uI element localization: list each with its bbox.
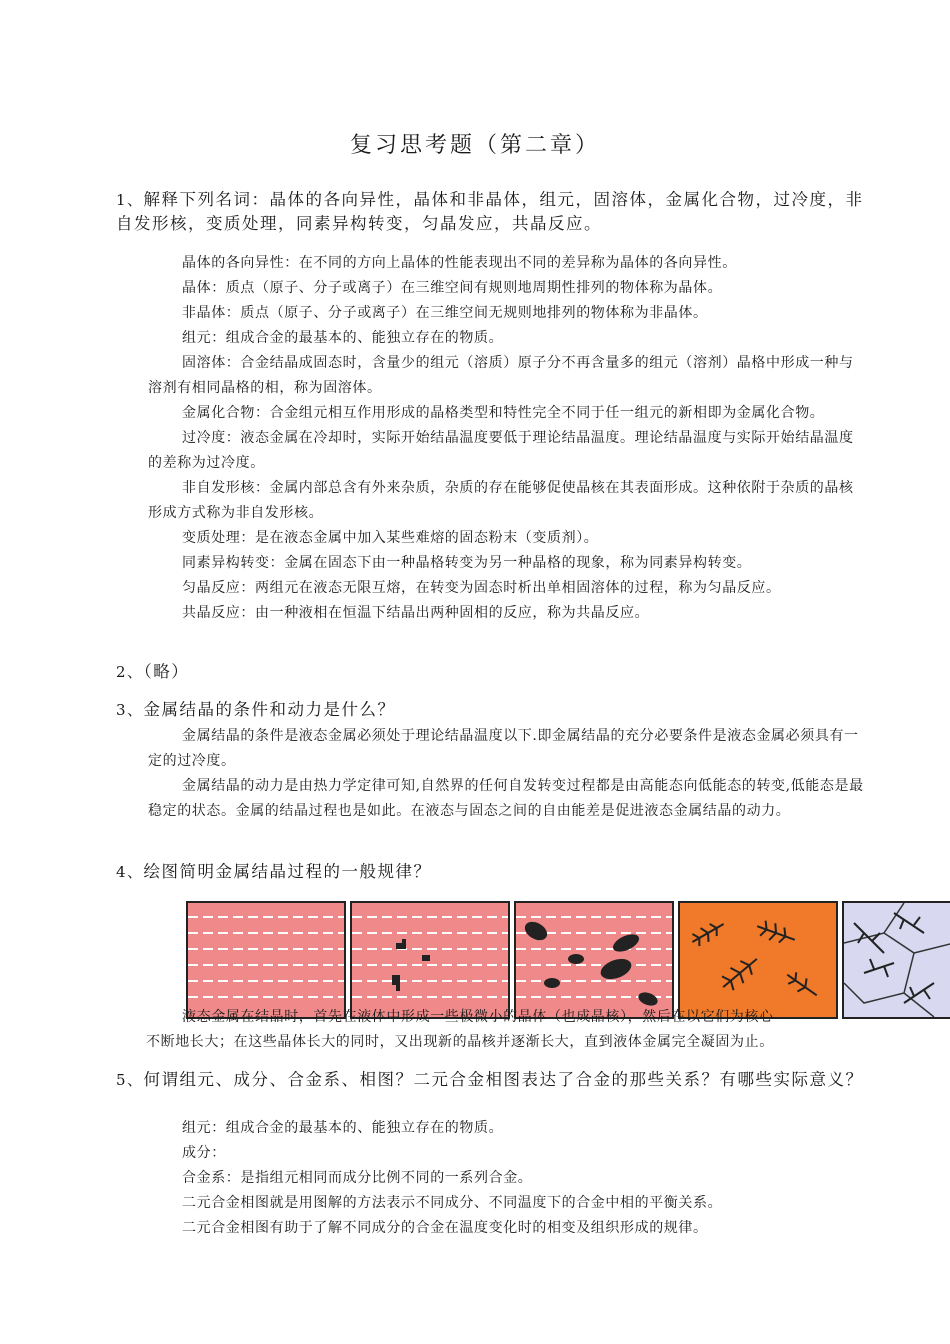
answer-paragraph: 金属结晶的动力是由热力学定律可知,自然界的任何自发转变过程都是由高能态向低能态的转变,低能态是最稳定的状态。金属的结晶过程也是如此。在液态与固态之间的自由能差是促进液态金属结晶的动力。 bbox=[148, 778, 864, 819]
answer-paragraph: 成分： bbox=[182, 1145, 226, 1161]
answer-paragraph: 匀晶反应：两组元在液态无限互熔，在转变为固态时析出单相固溶体的过程，称为匀晶反应。 bbox=[182, 580, 781, 596]
stage-2-nucleation-image bbox=[350, 901, 510, 1019]
answer-paragraph: 合金系：是指组元相同而成分比例不同的一系列合金。 bbox=[182, 1170, 533, 1186]
question-text: 绘图简明金属结晶过程的一般规律？ bbox=[143, 862, 432, 881]
crystallization-figure bbox=[186, 901, 950, 1019]
stage-5-grains-image bbox=[842, 901, 950, 1019]
question-1 bbox=[116, 188, 864, 236]
answer-paragraph: 共晶反应：由一种液相在恒温下结晶出两种固相的反应，称为共晶反应。 bbox=[182, 605, 650, 621]
caption-line: 不断地长大；在这些晶体长大的同时，又出现新的晶核并逐渐长大，直到液体金属完全凝固为止。 bbox=[146, 1034, 774, 1050]
answer-3 bbox=[148, 724, 864, 824]
question-5 bbox=[116, 1068, 864, 1092]
answer-paragraph: 晶体：质点（原子、分子或离子）在三维空间有规则地周期性排列的物体称为晶体。 bbox=[182, 280, 723, 296]
page-title: 复习思考题（第二章） bbox=[349, 133, 600, 158]
answer-paragraph: 二元合金相图有助于了解不同成分的合金在温度变化时的相变及组织形成的规律。 bbox=[182, 1220, 708, 1236]
answer-paragraph: 组元：组成合金的最基本的、能独立存在的物质。 bbox=[182, 330, 504, 346]
question-text: 何谓组元、成分、合金系、相图？二元合金相图表达了合金的那些关系？有哪些实际意义？ bbox=[143, 1070, 864, 1089]
question-4 bbox=[116, 860, 864, 884]
answer-paragraph: 组元：组成合金的最基本的、能独立存在的物质。 bbox=[182, 1120, 504, 1136]
answer-paragraph: 非自发形核：金属内部总含有外来杂质，杂质的存在能够促使晶核在其表面形成。这种依附于杂质的晶核形成方式称为非自发形核。 bbox=[148, 480, 854, 521]
answer-paragraph: 过冷度：液态金属在冷却时，实际开始结晶温度要低于理论结晶温度。理论结晶温度与实际开始结晶温度的差称为过冷度。 bbox=[148, 430, 854, 471]
answer-1 bbox=[148, 251, 864, 626]
question-number: 2、 bbox=[116, 663, 144, 681]
answer-paragraph: 非晶体：质点（原子、分子或离子）在三维空间无规则地排列的物体称为非晶体。 bbox=[182, 305, 708, 321]
caption-line: 液态金属在结晶时，首先在液体中形成一些极微小的晶体（也成晶核），然后在以它们为核心 bbox=[182, 1009, 774, 1025]
figure-caption bbox=[116, 1005, 876, 1055]
answer-paragraph: 变质处理：是在液态金属中加入某些难熔的固态粉末（变质剂）。 bbox=[182, 530, 599, 546]
answer-5 bbox=[148, 1116, 864, 1241]
stage-3-growth-image bbox=[514, 901, 674, 1019]
question-text: 解释下列名词：晶体的各向异性，晶体和非晶体，组元，固溶体，金属化合物，过冷度，非自发形核，变质处理，同素异构转变，匀晶发应，共晶反应。 bbox=[116, 190, 864, 233]
question-number: 3、 bbox=[116, 701, 144, 719]
stage-4-dendrite-image bbox=[678, 901, 838, 1019]
answer-paragraph: 固溶体：合金结晶成固态时，含量少的组元（溶质）原子分不再含量多的组元（溶剂）晶格中形成一种与溶剂有相同晶格的相，称为固溶体。 bbox=[148, 355, 854, 396]
question-text: 金属结晶的条件和动力是什么？ bbox=[143, 700, 396, 719]
question-text: （略） bbox=[143, 662, 190, 681]
answer-paragraph: 金属化合物：合金组元相互作用形成的晶格类型和特性完全不同于任一组元的新相即为金属化合物。 bbox=[182, 405, 825, 421]
stage-1-liquid-image bbox=[186, 901, 346, 1019]
question-number: 5、 bbox=[116, 1071, 144, 1089]
question-2 bbox=[116, 660, 864, 684]
question-number: 4、 bbox=[116, 863, 144, 881]
question-3 bbox=[116, 698, 864, 722]
answer-paragraph: 晶体的各向异性：在不同的方向上晶体的性能表现出不同的差异称为晶体的各向异性。 bbox=[182, 255, 737, 271]
answer-paragraph: 金属结晶的条件是液态金属必须处于理论结晶温度以下.即金属结晶的充分必要条件是液态金属必须具有一定的过冷度。 bbox=[148, 728, 859, 769]
answer-paragraph: 同素异构转变：金属在固态下由一种晶格转变为另一种晶格的现象，称为同素异构转变。 bbox=[182, 555, 752, 571]
question-number: 1、 bbox=[116, 191, 144, 209]
answer-paragraph: 二元合金相图就是用图解的方法表示不同成分、不同温度下的合金中相的平衡关系。 bbox=[182, 1195, 723, 1211]
